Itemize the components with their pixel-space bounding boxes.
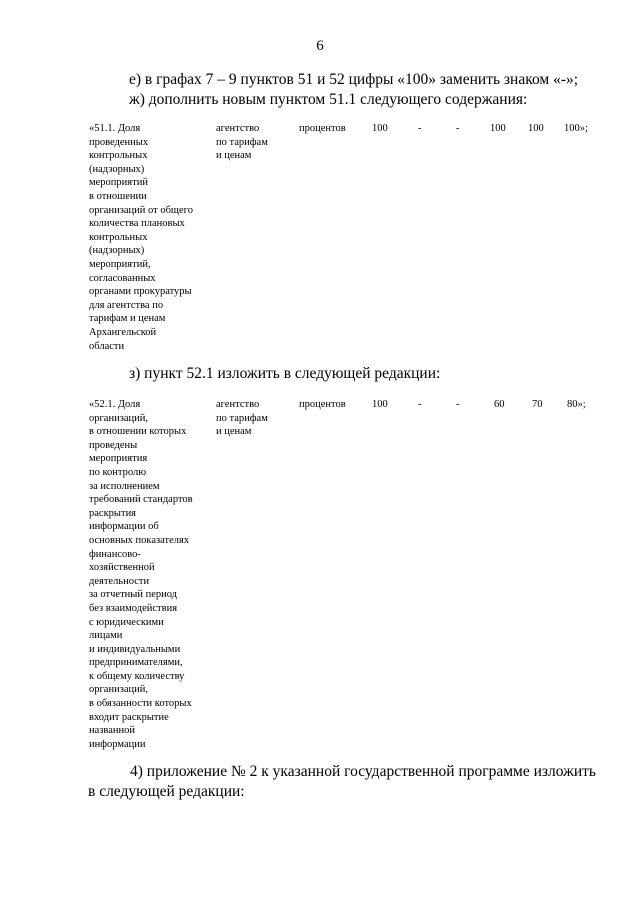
value-col-1: 100 bbox=[372, 123, 388, 134]
paragraph-e: е) в графах 7 – 9 пунктов 51 и 52 цифры «100» заменить знаком «-»; bbox=[129, 71, 579, 88]
value-col-5: 70 bbox=[532, 399, 543, 410]
value-col-4: 100 bbox=[490, 123, 506, 134]
value-col-3: - bbox=[456, 123, 460, 134]
value-col-3: - bbox=[456, 399, 460, 410]
paragraph-4: 4) приложение № 2 к указанной государственной программе изложить в следующей редакции: bbox=[88, 763, 596, 800]
value-col-6: 80»; bbox=[567, 399, 586, 410]
page-number: 6 bbox=[316, 38, 324, 54]
unit-of-measure: процентов bbox=[299, 399, 346, 410]
value-col-1: 100 bbox=[372, 399, 388, 410]
indicator-name: «51.1. Доля проведенных контрольных (надзорных) мероприятий в отношении организаций от общего количества плановых контрольных (надзорных) мероприятий, согласованных органами прокуратуры для агентства по тарифам и ценам Архангельской области bbox=[89, 123, 193, 352]
table-row-52-1 bbox=[89, 398, 609, 753]
indicator-name: «52.1. Доля организаций, в отношении которых проведены мероприятия по контролю за исполнением требований стандартов раскрытия информации об основных показателях финансово- хозяйственной деятельности за отчетный период без взаимодействия с юридическими лицами и индивидуальными предпринимателями, к общему количеству организаций, в обязанности которых входит раскрытие названной информации bbox=[89, 399, 193, 750]
value-col-2: - bbox=[418, 123, 422, 134]
value-col-4: 60 bbox=[494, 399, 505, 410]
responsible-agency: агентство по тарифам и ценам bbox=[216, 399, 268, 438]
value-col-2: - bbox=[418, 399, 422, 410]
table-row-51-1 bbox=[89, 122, 609, 352]
responsible-agency: агентство по тарифам и ценам bbox=[216, 123, 268, 162]
value-col-6: 100»; bbox=[564, 123, 588, 134]
unit-of-measure: процентов bbox=[299, 123, 346, 134]
paragraph-zh: ж) дополнить новым пунктом 51.1 следующего содержания: bbox=[129, 91, 528, 108]
value-col-5: 100 bbox=[528, 123, 544, 134]
paragraph-z: з) пункт 52.1 изложить в следующей редакции: bbox=[129, 365, 441, 382]
